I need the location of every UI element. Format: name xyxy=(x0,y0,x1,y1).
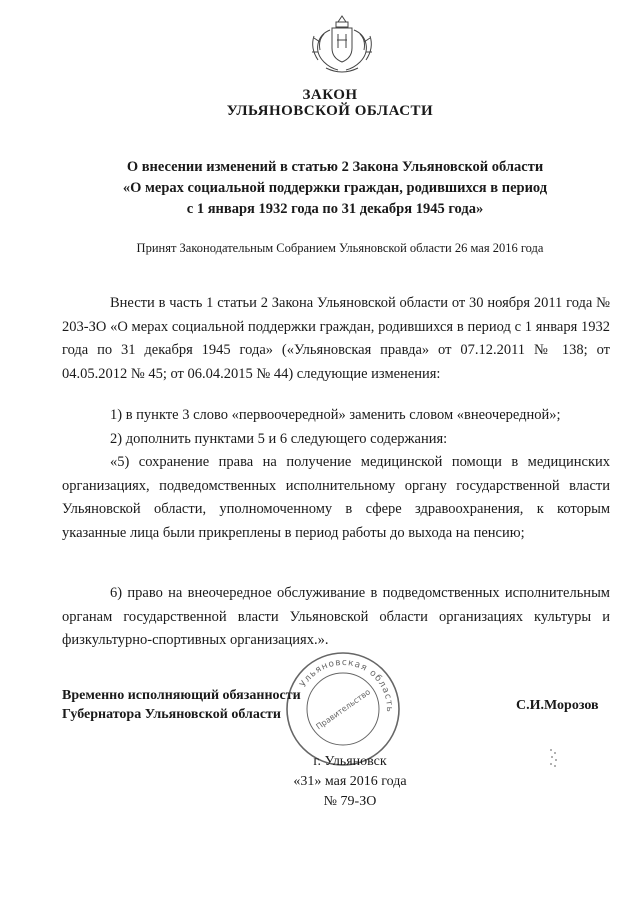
body-paragraph: «5) сохранение права на получение медицинской помощи в медицинских организациях, подведомственных исполнительному органу государственной власти Ульяновской области, уполномоченному в сфере здравоохранения, к которым указанные лица были прикреплены в период работы до выхода на пенсию; xyxy=(62,454,610,541)
coat-of-arms-icon xyxy=(304,12,380,76)
footer-city: г. Ульяновск xyxy=(313,754,387,769)
signatory-name: С.И.Морозов xyxy=(516,698,599,713)
signatory-title xyxy=(62,686,301,724)
adoption-note: Принят Законодательным Собранием Ульяновской области 26 мая 2016 года xyxy=(136,241,544,255)
law-heading xyxy=(70,157,600,220)
body-paragraph: Внести в часть 1 статьи 2 Закона Ульяновской области от 30 ноября 2011 года № 203-ЗО «О мерах социальной поддержки граждан, родившихся в период с 1 января 1932 года по 31 декабря 1945 года» («Ульяновская правда» от 07.12.2011 № 138; от 04.05.2012 № 45; от 06.04.2015 № 44) следующие изменения: xyxy=(62,295,610,382)
official-seal-icon xyxy=(284,650,402,768)
scan-marks xyxy=(548,748,560,768)
signatory-line: Губернатора Ульяновской области xyxy=(62,707,281,722)
footer-date: «31» мая 2016 года xyxy=(293,774,407,789)
body-paragraph: 6) право на внеочередное обслуживание в подведомственных исполнительным органам государственной власти Ульяновской области организациях культуры и физкультурно-спортивных организациях.». xyxy=(62,585,610,648)
body-paragraph: 2) дополнить пунктами 5 и 6 следующего содержания: xyxy=(110,431,448,447)
law-region: УЛЬЯНОВСКОЙ ОБЛАСТИ xyxy=(226,103,434,119)
law-title: ЗАКОН xyxy=(302,87,358,103)
seal-ring-text: Ульяновская область xyxy=(298,657,395,713)
document-footer xyxy=(260,752,440,812)
heading-line: «О мерах социальной поддержки граждан, родившихся в период xyxy=(122,180,548,196)
footer-number: № 79-ЗО xyxy=(323,794,377,809)
heading-line: с 1 января 1932 года по 31 декабря 1945 года» xyxy=(186,201,484,217)
heading-line: О внесении изменений в статью 2 Закона Ульяновской области xyxy=(126,159,544,175)
body-paragraph: 1) в пункте 3 слово «первоочередной» заменить словом «внеочередной»; xyxy=(110,407,561,423)
seal-center-text: Правительство xyxy=(314,687,373,732)
signatory-line: Временно исполняющий обязанности xyxy=(62,688,301,703)
